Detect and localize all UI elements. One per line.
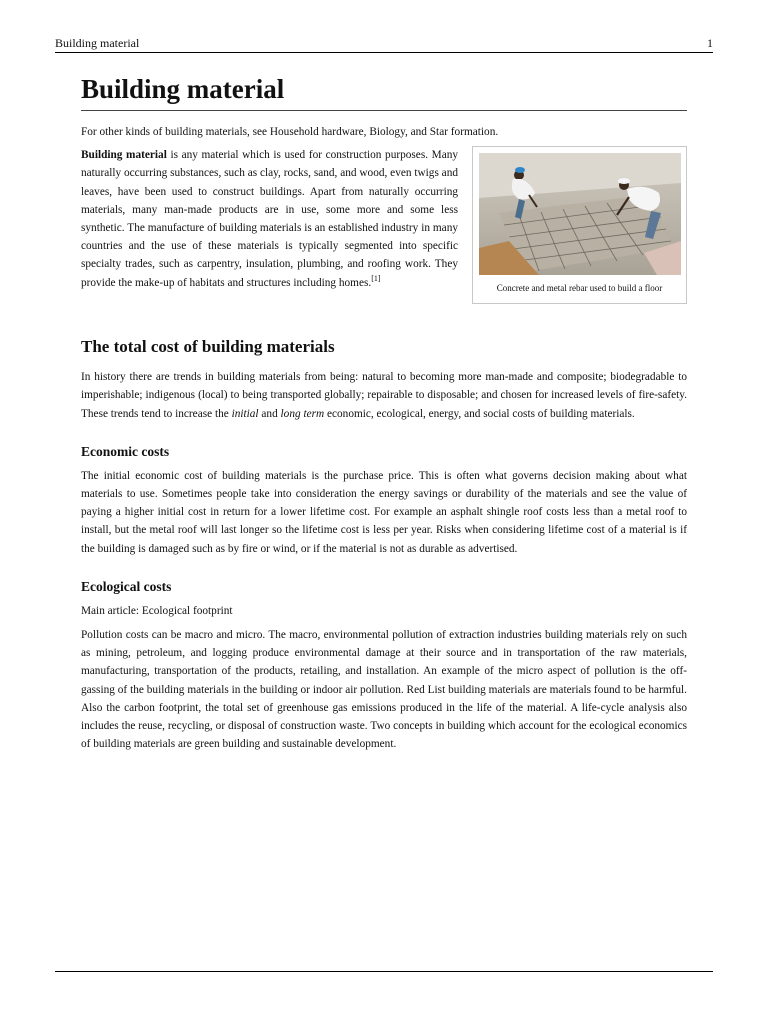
section-heading-ecological-costs: Ecological costs (81, 578, 172, 594)
total-cost-paragraph: In history there are trends in building materials from being: natural to becoming more man-made and composite; biodegradable to imperishable; indigenous (local) to being transported globally; repairable to disposable; and chosen for increased levels of fire-safety. These trends tend to increase the initial and long term economic, ecological, energy, and social costs of building materials. (81, 371, 687, 420)
figure (472, 146, 687, 304)
emphasis-long-term: long term (280, 407, 325, 420)
footer-rule (55, 971, 713, 972)
main-article-note: Main article: Ecological footprint (81, 604, 233, 617)
figure-caption: Concrete and metal rebar used to build a floor (496, 283, 663, 294)
construction-photo (479, 153, 681, 275)
economic-costs-paragraph: The initial economic cost of building materials is the purchase price. This is often what governs decision making about what materials to use. Sometimes people take into consideration the energy savings or durability of the materials and see the value of paying a higher initial cost in return for a lower lifetime cost. For example an asphalt shingle roof costs less than a metal roof to install, but the metal roof will last longer so the lifetime cost is less per year. Risks when considering lifetime cost of a material is if the building is damaged such as by fire or wind, or if the material is not as durable as advertised. (81, 469, 687, 555)
hatnote: For other kinds of building materials, see Household hardware, Biology, and Star formation. (81, 126, 499, 138)
running-header (55, 36, 713, 53)
lead-text: is any material which is used for construction purposes. Many naturally occurring substances, such as clay, rocks, sand, and wood, even twigs and leaves, have been used to construct buildings. Apart from naturally occurring materials, many man-made products are in use, some more and some less synthetic. The manufacture of building materials is an established industry in many countries and the use of these materials is typically segmented into specific specialty trades, such as carpentry, insulation, plumbing, and roofing work. They provide the make-up of habitats and structures including homes. (81, 149, 459, 289)
running-header-title: Building material (55, 36, 140, 50)
reference-1[interactable]: [1] (371, 273, 381, 283)
section-heading-total-cost: The total cost of building materials (81, 337, 335, 357)
emphasis-initial: initial (231, 407, 259, 420)
ecological-costs-paragraph: Pollution costs can be macro and micro. The macro, environmental pollution of extraction industries building materials rely on such as mining, petroleum, and logging produce environmental damage at their source and in transportation of the raw materials, manufacturing, transportation of the products, retailing, and installation. An example of the micro aspect of pollution is the off-gassing of the building materials in the building or indoor air pollution. Red List building materials are materials found to be harmful. Also the carbon footprint, the total set of greenhouse gas emissions produced in the life of the material. A life-cycle analysis also includes the reuse, recycling, or disposal of construction waste. Two concepts in building which account for the ecological economics of building materials are green building and sustainable development. (81, 629, 687, 751)
section-heading-economic-costs: Economic costs (81, 443, 170, 459)
page-number: 1 (707, 36, 713, 50)
lead-term: Building material (81, 149, 167, 162)
article-body (81, 70, 687, 753)
lead-section (81, 146, 687, 310)
article-title: Building material (81, 70, 687, 111)
